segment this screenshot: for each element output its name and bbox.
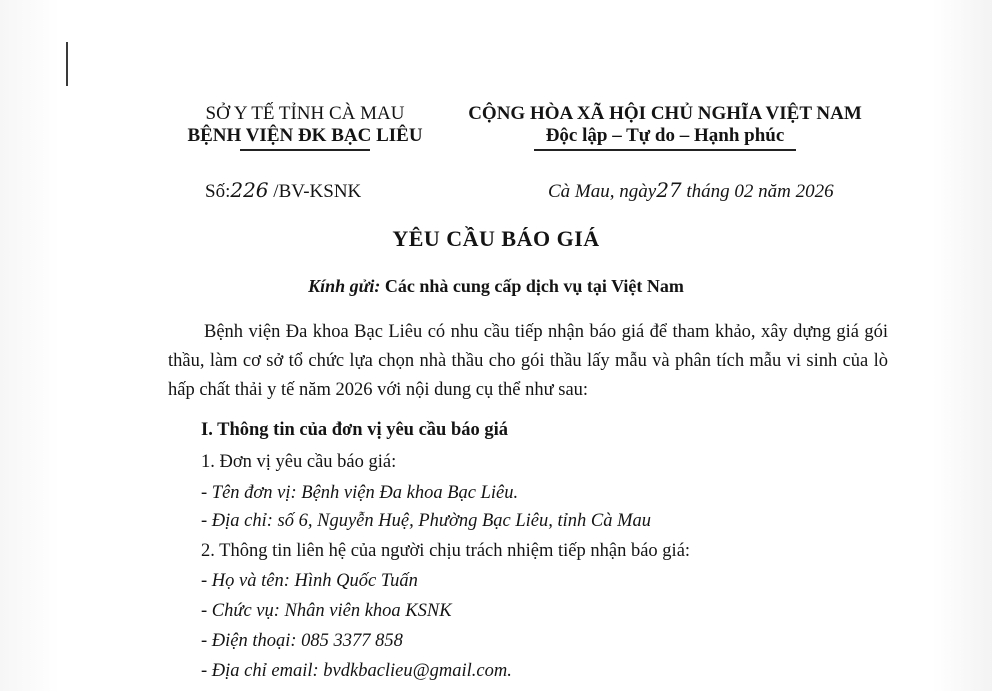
- motto: Độc lập – Tự do – Hạnh phúc: [545, 125, 785, 146]
- handwritten-day: 27: [656, 178, 682, 202]
- department-name: SỞ Y TẾ TỈNH CÀ MAU: [205, 103, 405, 124]
- contact-phone: - Điện thoại: 085 3377 858: [201, 631, 403, 651]
- number-prefix: Số:: [205, 181, 231, 202]
- recipient-value: Các nhà cung cấp dịch vụ tại Việt Nam: [384, 276, 684, 296]
- recipient-label: Kính gửi:: [308, 276, 381, 296]
- unit-name: - Tên đơn vị: Bệnh viện Đa khoa Bạc Liêu.: [201, 483, 519, 503]
- requester-item: 1. Đơn vị yêu cầu báo giá:: [201, 452, 397, 472]
- unit-address: - Địa chỉ: số 6, Nguyễn Huệ, Phường Bạc Liêu, tỉnh Cà Mau: [201, 511, 652, 531]
- margin-mark: [66, 42, 68, 86]
- date-suffix: tháng 02 năm 2026: [686, 181, 834, 202]
- issuing-agency-block: [160, 103, 450, 151]
- document-number: [205, 178, 361, 203]
- date-prefix: Cà Mau, ngày: [548, 181, 657, 202]
- contact-item: 2. Thông tin liên hệ của người chịu trách nhiệm tiếp nhận báo giá:: [201, 541, 691, 561]
- section-heading: I. Thông tin của đơn vị yêu cầu báo giá: [201, 420, 509, 440]
- hospital-name: BỆNH VIỆN ĐK BẠC LIÊU: [187, 125, 423, 146]
- document-title: YÊU CẦU BÁO GIÁ: [392, 226, 600, 251]
- hospital-underline: [240, 149, 370, 151]
- country-name: CỘNG HÒA XÃ HỘI CHỦ NGHĨA VIỆT NAM: [468, 103, 862, 124]
- contact-name: - Họ và tên: Hình Quốc Tuấn: [201, 571, 418, 591]
- place-and-date: [548, 178, 834, 203]
- motto-underline: [534, 149, 796, 151]
- number-suffix: /BV-KSNK: [273, 181, 362, 202]
- intro-paragraph: Bệnh viện Đa khoa Bạc Liêu có nhu cầu tiếp nhận báo giá để tham khảo, xây dựng giá gói thầu, làm cơ sở tổ chức lựa chọn nhà thầu cho gói thầu lấy mẫu và phân tích mẫu vi sinh của lò hấp chất thải y tế năm 2026 với nội dung cụ thể như sau:: [168, 322, 888, 400]
- recipient-line: [0, 276, 992, 297]
- contact-email: - Địa chỉ email: bvdkbaclieu@gmail.com.: [201, 661, 512, 681]
- national-motto-block: [440, 103, 890, 151]
- contact-position: - Chức vụ: Nhân viên khoa KSNK: [201, 601, 452, 621]
- handwritten-number: 226: [230, 178, 269, 202]
